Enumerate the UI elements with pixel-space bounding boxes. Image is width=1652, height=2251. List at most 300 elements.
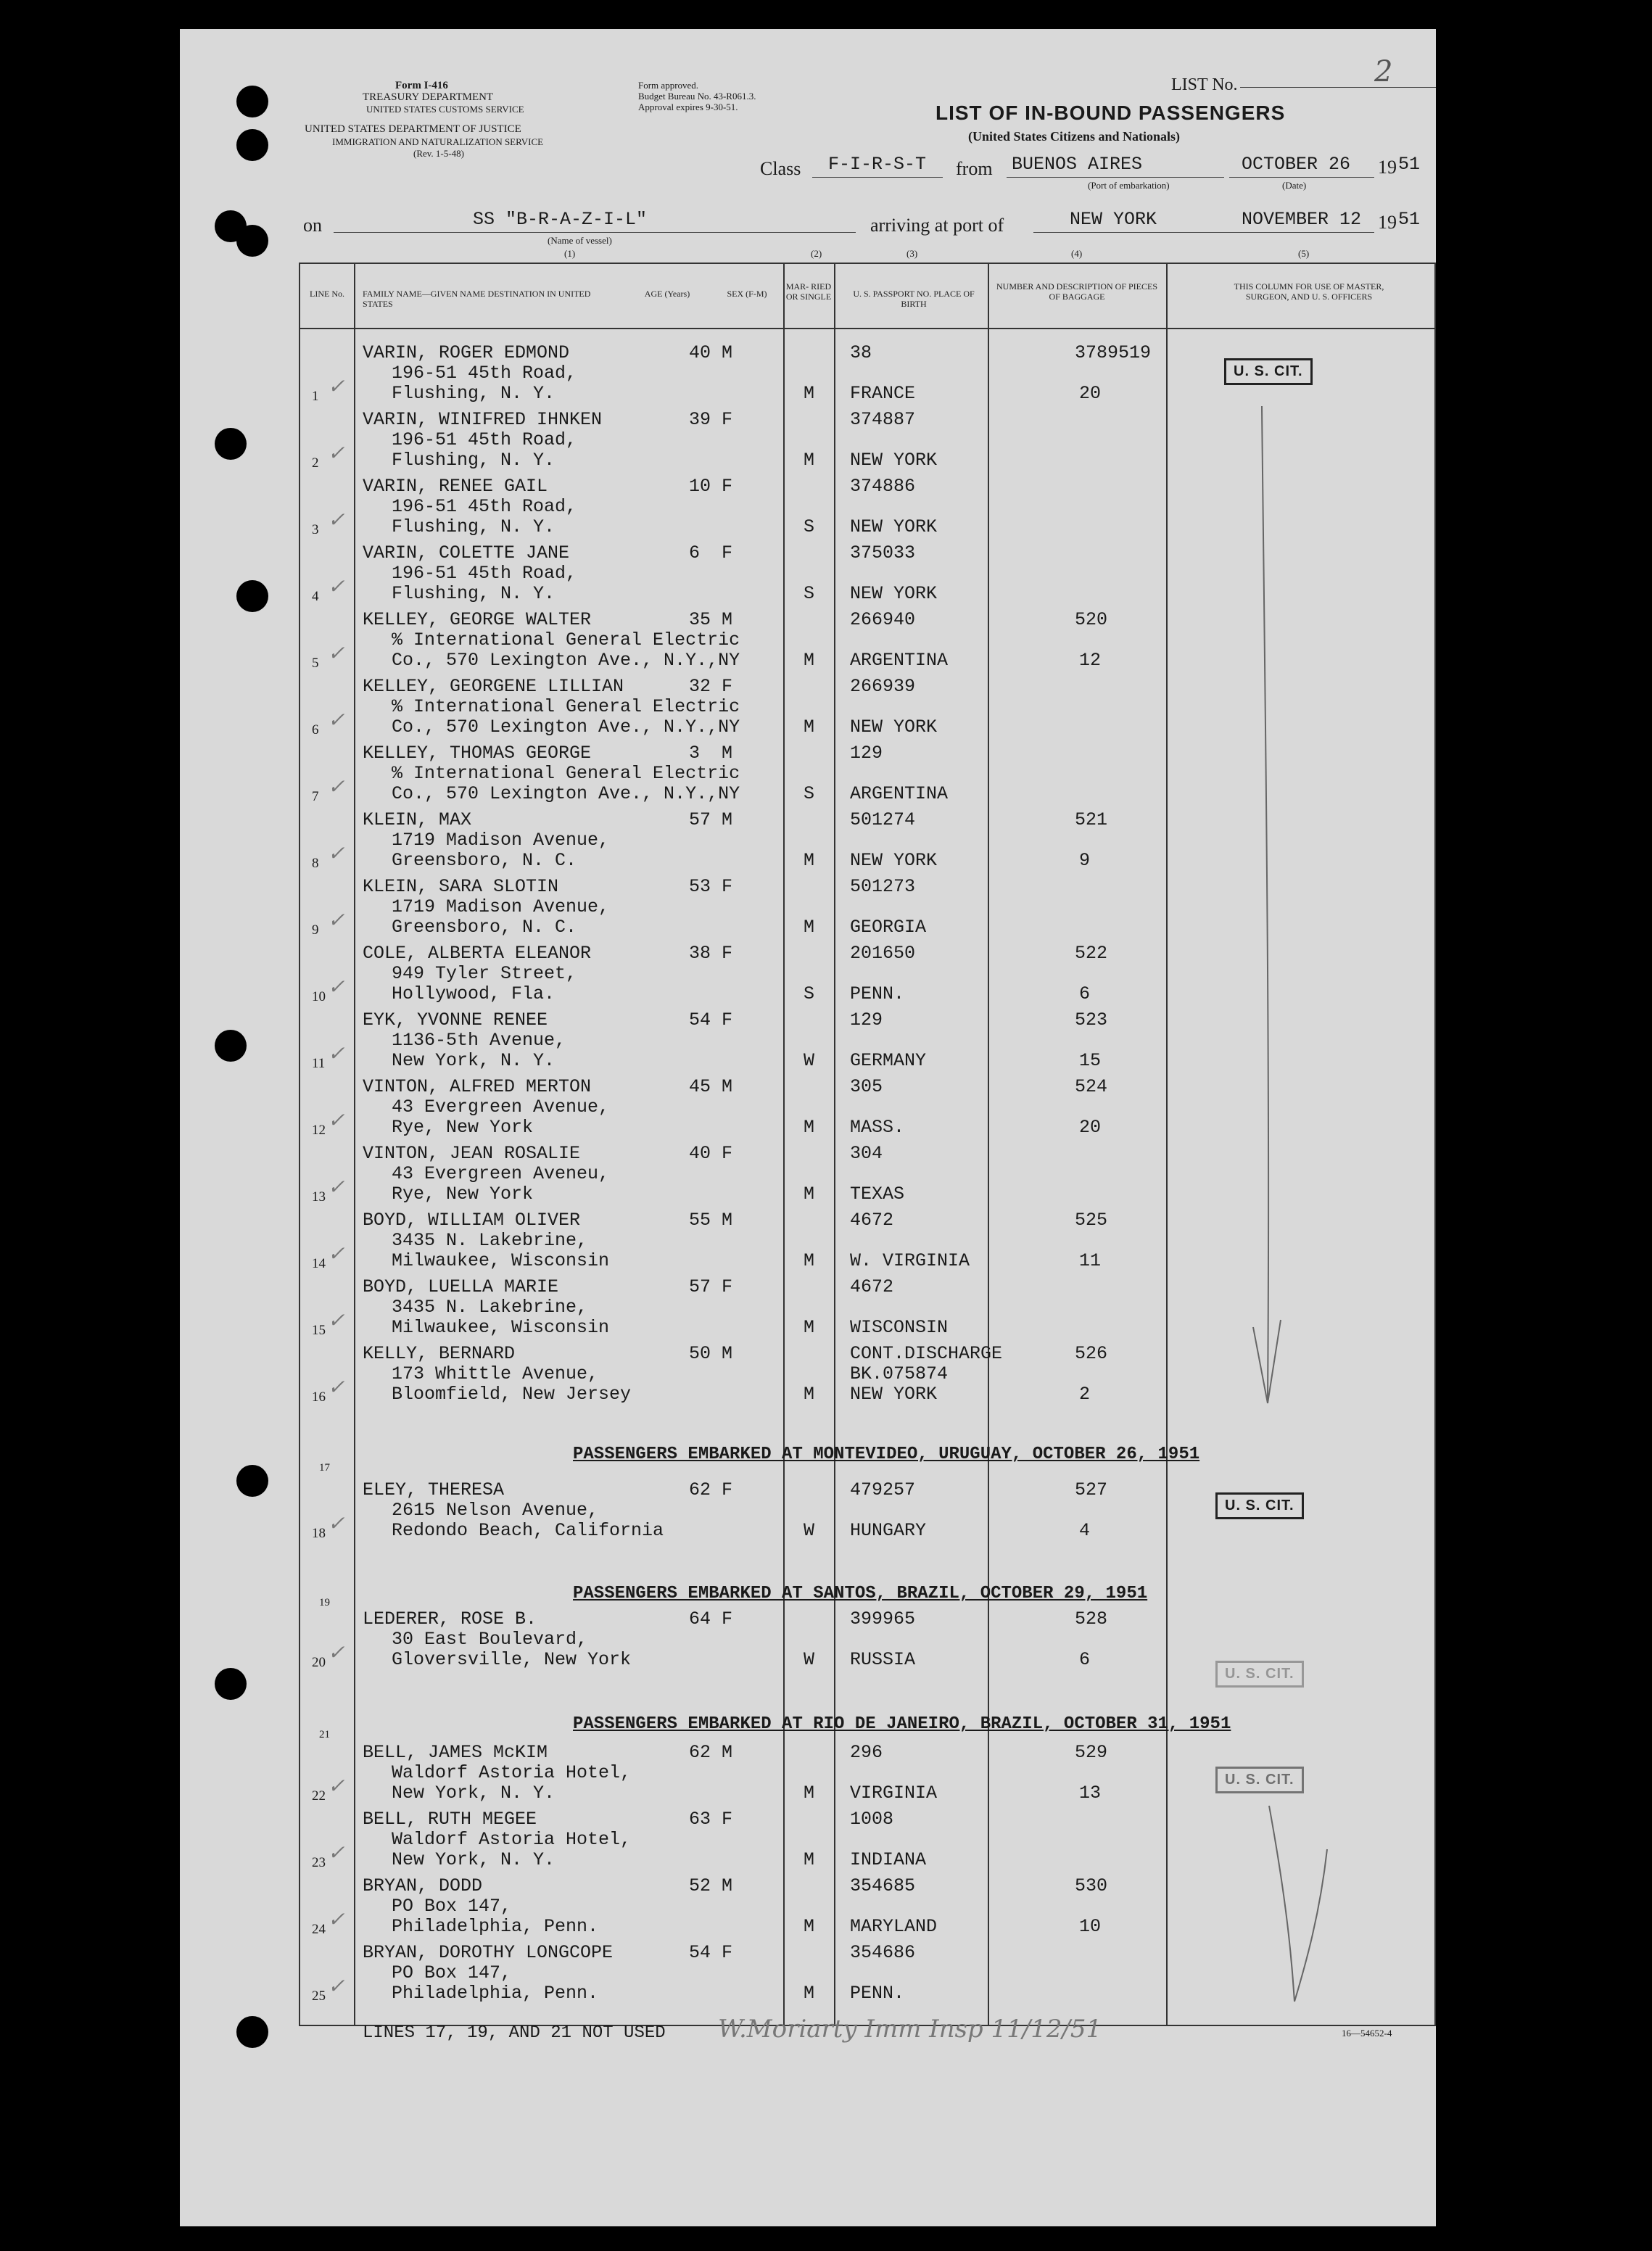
check-mark-icon: ✓: [328, 708, 345, 732]
inspector-signature: W.Moriarty Imm Insp 11/12/51: [718, 2015, 1102, 2044]
age: 62: [689, 1742, 711, 1763]
line-21: 21: [319, 1729, 330, 1740]
place-of-birth: ARGENTINA: [850, 783, 949, 804]
check-mark-icon: ✓: [328, 841, 345, 865]
place-of-birth: GERMANY: [850, 1050, 927, 1071]
baggage-number: 3789519: [1075, 342, 1152, 363]
age: 52: [689, 1875, 711, 1896]
sex: F: [722, 676, 733, 697]
marital-status: M: [804, 1384, 815, 1405]
baggage-number: 525: [1075, 1210, 1108, 1231]
address-line-1: % International General Electric: [392, 763, 740, 784]
col-num-3: (3): [906, 248, 918, 259]
address-line-1: 2615 Nelson Avenue,: [392, 1500, 599, 1521]
col-num-2: (2): [811, 248, 822, 259]
address-line-2: Milwaukee, Wisconsin: [392, 1317, 610, 1338]
passport-number: 375033: [850, 542, 916, 563]
us-citizen-stamp-faded: U. S. CIT.: [1215, 1767, 1304, 1793]
baggage-number: 524: [1075, 1076, 1108, 1097]
marital-status: M: [804, 383, 815, 404]
footer-note: LINES 17, 19, AND 21 NOT USED: [363, 2023, 666, 2043]
list-number: 2: [1374, 55, 1393, 88]
treasury-label: TREASURY DEPARTMENT: [363, 91, 494, 103]
address-line-2: Bloomfield, New Jersey: [392, 1384, 632, 1405]
baggage-number: 520: [1075, 609, 1108, 630]
port-of-embarkation: BUENOS AIRES: [1012, 154, 1143, 175]
print-code: 16—54652-4: [1342, 2028, 1392, 2039]
place-of-birth: FRANCE: [850, 383, 916, 404]
check-mark-icon: ✓: [328, 1511, 345, 1535]
place-of-birth: VIRGINIA: [850, 1783, 938, 1804]
passenger-name: EYK, YVONNE RENEE: [363, 1009, 548, 1030]
marital-status: M: [804, 1916, 815, 1937]
baggage-pieces: 10: [1079, 1916, 1102, 1937]
check-mark-icon: ✓: [328, 775, 345, 798]
sex: M: [722, 743, 733, 764]
approval-expires: Approval expires 9-30-51.: [638, 102, 738, 112]
passport-number: CONT.DISCHARGE: [850, 1343, 1003, 1364]
passport-number: 374887: [850, 409, 916, 430]
place-of-birth: RUSSIA: [850, 1649, 916, 1670]
arrival-date-line: [1229, 232, 1374, 233]
ins-label: IMMIGRATION AND NATURALIZATION SERVICE: [332, 136, 544, 147]
marital-status: M: [804, 1117, 815, 1138]
address-line-1: 173 Whittle Avenue,: [392, 1363, 599, 1384]
passenger-name: KELLY, BERNARD: [363, 1343, 516, 1364]
passenger-name: VARIN, COLETTE JANE: [363, 542, 570, 563]
check-mark-icon: ✓: [328, 1841, 345, 1864]
sex: F: [722, 1608, 733, 1630]
sex: F: [722, 876, 733, 897]
us-citizen-stamp: U. S. CIT.: [1224, 358, 1313, 385]
passenger-name: VARIN, WINIFRED IHNKEN: [363, 409, 603, 430]
baggage-pieces: 11: [1079, 1250, 1102, 1271]
punch-hole: [236, 580, 268, 612]
place-of-birth: WISCONSIN: [850, 1317, 949, 1338]
line-number: 1: [312, 389, 319, 404]
port-line: [1007, 177, 1224, 178]
passport-number: 501273: [850, 876, 916, 897]
embark-santos: PASSENGERS EMBARKED AT SANTOS, BRAZIL, OCTOBER 29, 1951: [573, 1584, 1148, 1603]
passenger-name: KLEIN, SARA SLOTIN: [363, 876, 559, 897]
baggage-pieces: 2: [1079, 1384, 1091, 1405]
sex: F: [722, 409, 733, 430]
marital-status: M: [804, 917, 815, 938]
check-mark-icon: ✓: [328, 1108, 345, 1132]
baggage-number: 528: [1075, 1608, 1108, 1630]
baggage-number: 527: [1075, 1479, 1108, 1500]
line-number: 24: [312, 1922, 326, 1937]
age: 53: [689, 876, 711, 897]
place-of-birth: NEW YORK: [850, 850, 938, 871]
check-mark-icon: ✓: [328, 1242, 345, 1265]
passenger-name: KELLEY, THOMAS GEORGE: [363, 743, 592, 764]
baggage-pieces: 9: [1079, 850, 1091, 871]
address-line-1: 30 East Boulevard,: [392, 1629, 588, 1650]
address-line-1: % International General Electric: [392, 629, 740, 650]
age: 50: [689, 1343, 711, 1364]
line-number: 3: [312, 522, 319, 537]
passport-number-2: BK.075874: [850, 1363, 949, 1384]
document-subtitle: (United States Citizens and Nationals): [968, 129, 1181, 144]
check-mark-icon: ✓: [328, 1308, 345, 1332]
address-line-1: 196-51 45th Road,: [392, 496, 577, 517]
address-line-2: Co., 570 Lexington Ave., N.Y.,NY: [392, 650, 740, 671]
marital-status: S: [804, 583, 815, 604]
sex: F: [722, 1009, 733, 1030]
address-line-1: Waldorf Astoria Hotel,: [392, 1762, 632, 1783]
year-embark: 51: [1398, 154, 1421, 175]
col-header-name: FAMILY NAME—GIVEN NAME DESTINATION IN UNITED STATES: [363, 289, 591, 309]
line-number: 10: [312, 989, 326, 1004]
passenger-name: COLE, ALBERTA ELEANOR: [363, 943, 592, 964]
marital-status: M: [804, 850, 815, 871]
year-prefix-2: 19: [1378, 212, 1397, 233]
line-number: 9: [312, 922, 319, 938]
passport-number: 296: [850, 1742, 883, 1763]
marital-status: M: [804, 650, 815, 671]
sex: F: [722, 476, 733, 497]
sex: F: [722, 542, 733, 563]
address-line-1: 949 Tyler Street,: [392, 963, 577, 984]
address-line-2: Milwaukee, Wisconsin: [392, 1250, 610, 1271]
address-line-1: Waldorf Astoria Hotel,: [392, 1829, 632, 1850]
check-mark-icon: ✓: [328, 574, 345, 598]
passport-number: 399965: [850, 1608, 916, 1630]
line-number: 11: [312, 1056, 326, 1071]
sex: F: [722, 1276, 733, 1297]
line-number: 13: [312, 1189, 326, 1205]
revision-label: (Rev. 1-5-48): [413, 148, 464, 159]
header-divider: [299, 328, 1436, 329]
marital-status: S: [804, 983, 815, 1004]
address-line-1: 196-51 45th Road,: [392, 563, 577, 584]
year-prefix: 19: [1378, 157, 1397, 178]
passenger-name: VARIN, ROGER EDMOND: [363, 342, 570, 363]
baggage-pieces: 6: [1079, 983, 1091, 1004]
baggage-number: 521: [1075, 809, 1108, 830]
line-number: 18: [312, 1526, 326, 1541]
sex: M: [722, 1742, 733, 1763]
passenger-name: BOYD, WILLIAM OLIVER: [363, 1210, 581, 1231]
list-no-line: [1240, 87, 1436, 88]
address-line-1: 1719 Madison Avenue,: [392, 896, 610, 917]
address-line-2: Philadelphia, Penn.: [392, 1983, 599, 2004]
baggage-pieces: 6: [1079, 1649, 1091, 1670]
marital-status: M: [804, 1849, 815, 1870]
passenger-name: KLEIN, MAX: [363, 809, 472, 830]
address-line-2: Co., 570 Lexington Ave., N.Y.,NY: [392, 716, 740, 738]
arriving-label: arriving at port of: [870, 215, 1004, 236]
class-line: [812, 177, 943, 178]
passport-number: 354685: [850, 1875, 916, 1896]
age: 62: [689, 1479, 711, 1500]
document-title: LIST OF IN-BOUND PASSENGERS: [936, 102, 1286, 124]
passport-number: 479257: [850, 1479, 916, 1500]
address-line-2: Greensboro, N. C.: [392, 917, 577, 938]
address-line-1: 43 Evergreen Aveneu,: [392, 1163, 610, 1184]
check-mark-icon: ✓: [328, 1774, 345, 1798]
address-line-2: New York, N. Y.: [392, 1783, 556, 1804]
list-no-label: LIST No.: [1171, 75, 1238, 94]
sex: F: [722, 1809, 733, 1830]
age: 64: [689, 1608, 711, 1630]
baggage-pieces: 12: [1079, 650, 1102, 671]
passenger-name: BRYAN, DOROTHY LONGCOPE: [363, 1942, 614, 1963]
passenger-name: BOYD, LUELLA MARIE: [363, 1276, 559, 1297]
check-mark-icon: ✓: [328, 1907, 345, 1931]
sex: M: [722, 1343, 733, 1364]
col-header-married: MAR- RIED OR SINGLE: [785, 281, 832, 302]
marital-status: W: [804, 1520, 815, 1541]
marital-status: S: [804, 783, 815, 804]
passport-number: 374886: [850, 476, 916, 497]
passport-number: 129: [850, 1009, 883, 1030]
address-line-2: Redondo Beach, California: [392, 1520, 664, 1541]
col-divider: [354, 263, 355, 2026]
line-number: 16: [312, 1389, 326, 1405]
place-of-birth: INDIANA: [850, 1849, 927, 1870]
age: 6: [689, 542, 701, 563]
marital-status: M: [804, 1983, 815, 2004]
col-num-1: (1): [564, 248, 576, 259]
embark-montevideo: PASSENGERS EMBARKED AT MONTEVIDEO, URUGUAY, OCTOBER 26, 1951: [573, 1445, 1200, 1464]
place-of-birth: NEW YORK: [850, 450, 938, 471]
marital-status: W: [804, 1649, 815, 1670]
place-of-birth: NEW YORK: [850, 583, 938, 604]
address-line-2: Flushing, N. Y.: [392, 516, 556, 537]
from-label: from: [956, 158, 993, 179]
passenger-name: VARIN, RENEE GAIL: [363, 476, 548, 497]
us-citizen-stamp-faded: U. S. CIT.: [1215, 1661, 1304, 1688]
address-line-2: Flushing, N. Y.: [392, 450, 556, 471]
punch-hole: [215, 1668, 247, 1700]
marital-status: S: [804, 516, 815, 537]
sex: F: [722, 1479, 733, 1500]
sex: M: [722, 1210, 733, 1231]
address-line-2: Rye, New York: [392, 1117, 534, 1138]
age: 57: [689, 809, 711, 830]
marital-status: M: [804, 1250, 815, 1271]
passport-number: 266939: [850, 676, 916, 697]
date-caption: (Date): [1282, 180, 1307, 191]
customs-label: UNITED STATES CUSTOMS SERVICE: [366, 104, 524, 115]
place-of-birth: TEXAS: [850, 1184, 905, 1205]
passenger-name: BELL, JAMES McKIM: [363, 1742, 548, 1763]
line-number: 15: [312, 1323, 326, 1338]
place-of-birth: NEW YORK: [850, 716, 938, 738]
passport-number: 38: [850, 342, 872, 363]
place-of-birth: HUNGARY: [850, 1520, 927, 1541]
sex: F: [722, 1143, 733, 1164]
check-mark-icon: ✓: [328, 908, 345, 932]
vessel-line: [334, 232, 856, 233]
line-19: 19: [319, 1597, 330, 1608]
passenger-name: BELL, RUTH MEGEE: [363, 1809, 537, 1830]
address-line-1: PO Box 147,: [392, 1896, 512, 1917]
punch-hole: [236, 225, 268, 257]
class-label: Class: [760, 158, 801, 179]
baggage-number: 530: [1075, 1875, 1108, 1896]
marital-status: M: [804, 1783, 815, 1804]
col-header-sex: SEX (F-M): [727, 289, 767, 299]
address-line-2: Flushing, N. Y.: [392, 583, 556, 604]
form-number: Form I-416: [395, 80, 448, 91]
baggage-pieces: 20: [1079, 1117, 1102, 1138]
col-header-baggage: NUMBER AND DESCRIPTION OF PIECES OF BAGGAGE: [996, 281, 1158, 302]
age: 3: [689, 743, 701, 764]
address-line-2: Flushing, N. Y.: [392, 383, 556, 404]
age: 55: [689, 1210, 711, 1231]
passport-number: 266940: [850, 609, 916, 630]
place-of-birth: ARGENTINA: [850, 650, 949, 671]
port-of-arrival: NEW YORK: [1070, 209, 1157, 230]
col-header-passport: U. S. PASSPORT NO. PLACE OF BIRTH: [853, 289, 975, 309]
line-number: 4: [312, 589, 319, 604]
marital-status: W: [804, 1050, 815, 1071]
baggage-pieces: 15: [1079, 1050, 1102, 1071]
line-number: 14: [312, 1256, 326, 1271]
pencil-arrow-icon: [1255, 1798, 1342, 2016]
sex: M: [722, 809, 733, 830]
col-num-4: (4): [1071, 248, 1083, 259]
col-header-officers: THIS COLUMN FOR USE OF MASTER, SURGEON, AND U. S. OFFICERS: [1234, 281, 1384, 302]
line-number: 25: [312, 1988, 326, 2004]
passenger-name: VINTON, ALFRED MERTON: [363, 1076, 592, 1097]
col-num-5: (5): [1298, 248, 1310, 259]
date-of-arrival: NOVEMBER 12: [1242, 209, 1362, 230]
address-line-2: Gloversville, New York: [392, 1649, 632, 1670]
check-mark-icon: ✓: [328, 975, 345, 999]
passport-number: 354686: [850, 1942, 916, 1963]
line-number: 20: [312, 1655, 326, 1670]
address-line-1: PO Box 147,: [392, 1962, 512, 1983]
sex: F: [722, 1942, 733, 1963]
age: 32: [689, 676, 711, 697]
age: 63: [689, 1809, 711, 1830]
col-divider: [1166, 263, 1168, 2026]
age: 38: [689, 943, 711, 964]
age: 39: [689, 409, 711, 430]
line-number: 22: [312, 1788, 326, 1804]
passport-number: 1008: [850, 1809, 894, 1830]
check-mark-icon: ✓: [328, 1640, 345, 1664]
check-mark-icon: ✓: [328, 1175, 345, 1199]
address-line-1: 1719 Madison Avenue,: [392, 830, 610, 851]
marital-status: M: [804, 1317, 815, 1338]
place-of-birth: MASS.: [850, 1117, 905, 1138]
vessel-name: SS "B-R-A-Z-I-L": [473, 209, 648, 230]
passport-number: 304: [850, 1143, 883, 1164]
baggage-number: 529: [1075, 1742, 1108, 1763]
on-label: on: [303, 215, 322, 236]
place-of-birth: NEW YORK: [850, 516, 938, 537]
age: 40: [689, 342, 711, 363]
punch-hole: [215, 428, 247, 460]
check-mark-icon: ✓: [328, 441, 345, 465]
col-divider: [988, 263, 989, 2026]
punch-hole: [236, 86, 268, 117]
sex: M: [722, 1875, 733, 1896]
baggage-number: 526: [1075, 1343, 1108, 1364]
check-mark-icon: ✓: [328, 374, 345, 398]
age: 57: [689, 1276, 711, 1297]
vessel-caption: (Name of vessel): [548, 235, 612, 246]
passport-number: 4672: [850, 1210, 894, 1231]
baggage-pieces: 20: [1079, 383, 1102, 404]
age: 45: [689, 1076, 711, 1097]
line-number: 6: [312, 722, 319, 738]
passport-number: 4672: [850, 1276, 894, 1297]
date-of-embarkation: OCTOBER 26: [1242, 154, 1351, 175]
address-line-1: 196-51 45th Road,: [392, 363, 577, 384]
age: 54: [689, 1009, 711, 1030]
place-of-birth: PENN.: [850, 983, 905, 1004]
check-mark-icon: ✓: [328, 1041, 345, 1065]
date-line: [1229, 177, 1374, 178]
passport-number: 201650: [850, 943, 916, 964]
address-line-2: New York, N. Y.: [392, 1050, 556, 1071]
baggage-pieces: 13: [1079, 1783, 1102, 1804]
punch-hole: [236, 129, 268, 161]
line-number: 12: [312, 1123, 326, 1138]
baggage-pieces: 4: [1079, 1520, 1091, 1541]
place-of-birth: NEW YORK: [850, 1384, 938, 1405]
check-mark-icon: ✓: [328, 508, 345, 532]
baggage-number: 522: [1075, 943, 1108, 964]
sex: F: [722, 943, 733, 964]
col-header-age: AGE (Years): [644, 289, 690, 299]
address-line-1: 196-51 45th Road,: [392, 429, 577, 450]
passenger-name: KELLEY, GEORGE WALTER: [363, 609, 592, 630]
baggage-number: 523: [1075, 1009, 1108, 1030]
address-line-2: New York, N. Y.: [392, 1849, 556, 1870]
address-line-1: 43 Evergreen Avenue,: [392, 1096, 610, 1118]
line-number: 8: [312, 856, 319, 871]
check-mark-icon: ✓: [328, 641, 345, 665]
col-divider: [783, 263, 785, 2026]
line-number: 23: [312, 1855, 326, 1870]
address-line-2: Co., 570 Lexington Ave., N.Y.,NY: [392, 783, 740, 804]
check-mark-icon: ✓: [328, 1375, 345, 1399]
line-number: 2: [312, 455, 319, 471]
place-of-birth: MARYLAND: [850, 1916, 938, 1937]
marital-status: M: [804, 1184, 815, 1205]
line-number: 7: [312, 789, 319, 804]
justice-label: UNITED STATES DEPARTMENT OF JUSTICE: [305, 123, 521, 135]
place-of-birth: W. VIRGINIA: [850, 1250, 970, 1271]
form-approved: Form approved.: [638, 80, 699, 91]
budget-bureau: Budget Bureau No. 43-R061.3.: [638, 91, 756, 102]
sex: M: [722, 609, 733, 630]
marital-status: M: [804, 450, 815, 471]
col-divider: [834, 263, 835, 2026]
age: 10: [689, 476, 711, 497]
passenger-name: BRYAN, DODD: [363, 1875, 483, 1896]
pencil-arrow-icon: [1233, 392, 1291, 1421]
check-mark-icon: ✓: [328, 1974, 345, 1998]
passport-number: 305: [850, 1076, 883, 1097]
address-line-1: 1136-5th Avenue,: [392, 1030, 566, 1051]
passport-number: 501274: [850, 809, 916, 830]
port-caption: (Port of embarkation): [1088, 180, 1170, 191]
address-line-1: 3435 N. Lakebrine,: [392, 1297, 588, 1318]
address-line-2: Philadelphia, Penn.: [392, 1916, 599, 1937]
address-line-2: Hollywood, Fla.: [392, 983, 556, 1004]
address-line-2: Rye, New York: [392, 1184, 534, 1205]
age: 35: [689, 609, 711, 630]
address-line-1: 3435 N. Lakebrine,: [392, 1230, 588, 1251]
